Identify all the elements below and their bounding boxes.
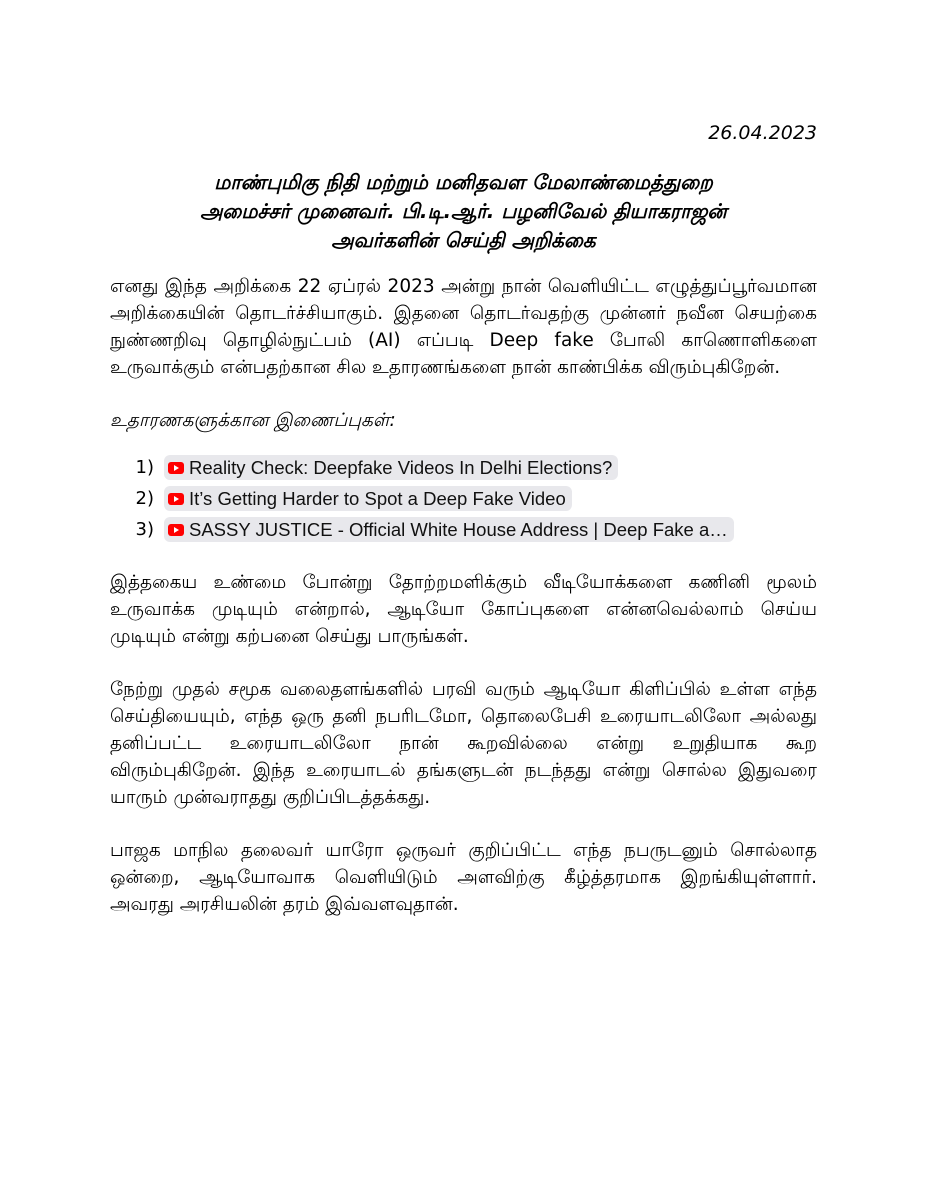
youtube-link-harder-to-spot[interactable] xyxy=(164,486,572,511)
youtube-icon xyxy=(168,524,184,536)
youtube-icon xyxy=(168,493,184,505)
document-title xyxy=(110,168,817,255)
imagine-paragraph: இத்தகைய உண்மை போன்று தோற்றமளிக்கும் வீடியோக்களை கணினி மூலம் உருவாக்க முடியும் என்றால், ஆடியோ கோப்புகளை என்னவெல்லாம் செய்ய முடியும் என்று கற்பனை செய்து பாருங்கள். xyxy=(110,572,817,647)
link-number: 2) xyxy=(135,488,154,509)
links-heading: உதாரணகளுக்கான இணைப்புகள்: xyxy=(110,410,396,431)
link-label: It’s Getting Harder to Spot a Deep Fake Video xyxy=(189,487,566,509)
title-line-1: மாண்புமிகு நிதி மற்றும் மனிதவள மேலாண்மைத்துறை xyxy=(214,170,713,194)
bjp-paragraph: பாஜக மாநில தலைவர் யாரோ ஒருவர் குறிப்பிட்ட எந்த நபருடனும் சொல்லாத ஒன்றை, ஆடியோவாக வெளியிடும் அளவிற்கு கீழ்த்தரமாக இறங்கியுள்ளார். அவரது அரசியலின் தரம் இவ்வளவுதான். xyxy=(110,840,817,915)
example-links-list xyxy=(110,454,817,543)
link-label: Reality Check: Deepfake Videos In Delhi Elections? xyxy=(189,456,613,478)
title-line-3: அவர்களின் செய்தி அறிக்கை xyxy=(331,228,596,252)
link-number: 1) xyxy=(135,457,154,478)
title-line-2: அமைச்சர் முனைவர். பி.டி.ஆர். பழனிவேல் தியாகராஜன் xyxy=(200,199,727,223)
denial-paragraph: நேற்று முதல் சமூக வலைதளங்களில் பரவி வரும் ஆடியோ கிளிப்பில் உள்ள எந்த செய்தியையும், எந்த ஒரு தனி நபரிடமோ, தொலைபேசி உரையாடலிலோ அல்லது தனிப்பட்ட உரையாடலிலோ நான் கூறவில்லை என்று உறுதியாக கூற விரும்புகிறேன். இந்த உரையாடல் தங்களுடன் நடந்தது என்று சொல்ல இதுவரை யாரும் முன்வராதது குறிப்பிடத்தக்கது. xyxy=(110,679,817,808)
document-date: 26.04.2023 xyxy=(708,122,817,144)
link-item-2 xyxy=(110,485,817,512)
link-item-1 xyxy=(110,454,817,481)
link-label: SASSY JUSTICE - Official White House Address | Deep Fake a… xyxy=(189,518,728,540)
intro-paragraph: எனது இந்த அறிக்கை 22 ஏப்ரல் 2023 அன்று நான் வெளியிட்ட எழுத்துப்பூர்வமான அறிக்கையின் தொடர்ச்சியாகும். இதனை தொடர்வதற்கு முன்னர் நவீன செயற்கை நுண்ணறிவு தொழில்நுட்பம் (AI) எப்படி Deep fake போலி காணொளிகளை உருவாக்கும் என்பதற்கான சில உதாரணங்களை நான் காண்பிக்க விரும்புகிறேன். xyxy=(110,276,817,378)
link-item-3 xyxy=(110,516,817,543)
youtube-link-reality-check[interactable] xyxy=(164,455,618,480)
youtube-link-sassy-justice[interactable] xyxy=(164,517,734,542)
press-release-page xyxy=(110,120,817,944)
youtube-icon xyxy=(168,462,184,474)
link-number: 3) xyxy=(135,519,154,540)
